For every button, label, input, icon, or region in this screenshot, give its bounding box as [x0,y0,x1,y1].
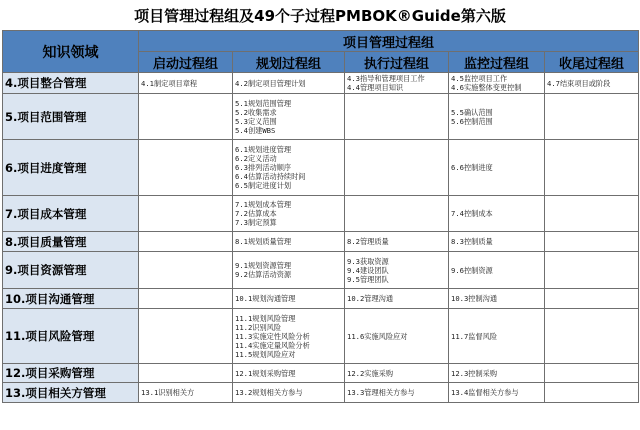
knowledge-area-cell: 12.项目采购管理 [3,364,139,383]
process-group-header: 项目管理过程组 [139,31,639,52]
initiating-process-cell [139,383,233,403]
process-item: 9.2估算活动资源 [235,270,292,279]
knowledge-area-cell: 9.项目资源管理 [3,252,139,289]
process-item: 11.6实施风险应对 [347,331,408,341]
process-item: 5.5确认范围 [451,107,493,117]
knowledge-area-cell: 10.项目沟通管理 [3,289,139,309]
process-item: 6.6控制进度 [451,163,493,172]
process-item: 10.2管理沟通 [347,294,394,303]
process-item: 9.1规划资源管理 [235,261,292,270]
initiating-process-cell [139,289,233,309]
process-item: 7.2估算成本 [235,209,277,218]
process-item: 4.1制定项目章程 [141,78,198,88]
knowledge-area-cell: 11.项目风险管理 [3,309,139,364]
monitoring-process-cell [449,73,545,94]
process-item: 7.3制定预算 [235,218,277,227]
planning-process-cell [233,196,345,232]
executing-process-cell [345,383,449,403]
monitoring-process-cell [449,309,545,364]
knowledge-area-header: 知识领域 [3,31,139,73]
table-row [3,140,639,196]
executing-process-cell [345,364,449,383]
process-item: 11.7监督风险 [451,331,498,341]
initiating-process-cell [139,196,233,232]
executing-process-cell [345,73,449,94]
initiating-process-cell [139,309,233,364]
closing-process-cell [545,232,639,252]
process-item: 13.3管理相关方参与 [347,388,415,397]
process-item: 4.5监控项目工作 [451,74,508,83]
process-item: 4.7结束项目或阶段 [547,78,611,88]
closing-process-cell [545,364,639,383]
process-item: 12.3控制采购 [451,368,498,378]
knowledge-area-cell: 13.项目相关方管理 [3,383,139,403]
process-item: 4.6实施整体变更控制 [451,83,522,92]
process-item: 11.4实施定量风险分析 [235,340,310,350]
process-item: 5.2收集需求 [235,107,277,117]
closing-group-header: 收尾过程组 [545,52,639,73]
process-item: 5.3定义范围 [235,116,277,126]
process-item: 5.4创建WBS [235,125,276,135]
knowledge-area-cell: 5.项目范围管理 [3,94,139,140]
planning-process-cell [233,73,345,94]
process-item: 13.2规划相关方参与 [235,388,303,397]
planning-process-cell [233,309,345,364]
process-item: 6.4估算活动持续时间 [235,172,306,181]
executing-process-cell [345,196,449,232]
process-item: 8.3控制质量 [451,237,493,246]
closing-process-cell [545,94,639,140]
process-item: 8.1规划质量管理 [235,237,292,246]
knowledge-area-cell: 8.项目质量管理 [3,232,139,252]
closing-process-cell [545,196,639,232]
process-item: 11.5规划风险应对 [235,349,296,359]
process-item: 10.1规划沟通管理 [235,294,296,303]
table-row [3,309,639,364]
planning-process-cell [233,232,345,252]
process-item: 11.1规划风险管理 [235,313,296,323]
initiating-group-header: 启动过程组 [139,52,233,73]
initiating-process-cell [139,252,233,289]
monitoring-process-cell [449,140,545,196]
planning-process-cell [233,140,345,196]
monitoring-process-cell [449,94,545,140]
planning-process-cell [233,383,345,403]
closing-process-cell [545,383,639,403]
monitoring-process-cell [449,289,545,309]
initiating-process-cell [139,232,233,252]
initiating-process-cell [139,364,233,383]
executing-process-cell [345,232,449,252]
table-row [3,94,639,140]
table-row [3,196,639,232]
process-item: 4.2制定项目管理计划 [235,78,306,88]
table-row [3,289,639,309]
process-item: 13.1识别相关方 [141,388,195,397]
process-item: 12.2实施采购 [347,368,394,378]
closing-process-cell [545,289,639,309]
process-item: 11.2识别风险 [235,322,282,332]
process-item: 8.2管理质量 [347,237,389,246]
monitoring-process-cell [449,232,545,252]
initiating-process-cell [139,73,233,94]
page-title: 项目管理过程组及49个子过程PMBOK®Guide第六版 [134,6,506,25]
executing-process-cell [345,309,449,364]
process-item: 7.1规划成本管理 [235,200,292,209]
monitoring-process-cell [449,383,545,403]
process-item: 11.3实施定性风险分析 [235,331,310,341]
process-item: 4.4管理项目知识 [347,83,404,92]
process-item: 4.3指导和管理项目工作 [347,74,425,83]
executing-group-header: 执行过程组 [345,52,449,73]
process-item: 7.4控制成本 [451,209,493,218]
table-body [3,73,639,403]
executing-process-cell [345,94,449,140]
table-row [3,232,639,252]
process-item: 5.1规划范围管理 [235,98,292,108]
closing-process-cell [545,140,639,196]
table-row [3,364,639,383]
process-item: 9.5管理团队 [347,274,389,284]
initiating-process-cell [139,140,233,196]
process-item: 9.4建设团队 [347,265,389,275]
process-group-table [2,30,639,403]
process-item: 9.6控制资源 [451,265,493,275]
table-header [3,31,639,73]
table-row [3,252,639,289]
monitoring-group-header: 监控过程组 [449,52,545,73]
initiating-process-cell [139,94,233,140]
executing-process-cell [345,289,449,309]
process-item: 6.3排列活动顺序 [235,163,292,172]
table-row [3,383,639,403]
closing-process-cell [545,73,639,94]
table-row [3,73,639,94]
planning-process-cell [233,364,345,383]
planning-process-cell [233,289,345,309]
planning-process-cell [233,252,345,289]
knowledge-area-cell: 7.项目成本管理 [3,196,139,232]
process-item: 5.6控制范围 [451,116,493,126]
closing-process-cell [545,309,639,364]
planning-process-cell [233,94,345,140]
process-item: 9.3获取资源 [347,256,389,266]
knowledge-area-cell: 4.项目整合管理 [3,73,139,94]
process-item: 6.5制定进度计划 [235,181,292,190]
planning-group-header: 规划过程组 [233,52,345,73]
knowledge-area-cell: 6.项目进度管理 [3,140,139,196]
executing-process-cell [345,140,449,196]
process-item: 12.1规划采购管理 [235,368,296,378]
monitoring-process-cell [449,364,545,383]
process-item: 6.1规划进度管理 [235,145,292,154]
process-item: 13.4监督相关方参与 [451,388,519,397]
monitoring-process-cell [449,196,545,232]
monitoring-process-cell [449,252,545,289]
executing-process-cell [345,252,449,289]
closing-process-cell [545,252,639,289]
process-item: 6.2定义活动 [235,154,277,163]
process-item: 10.3控制沟通 [451,294,498,303]
